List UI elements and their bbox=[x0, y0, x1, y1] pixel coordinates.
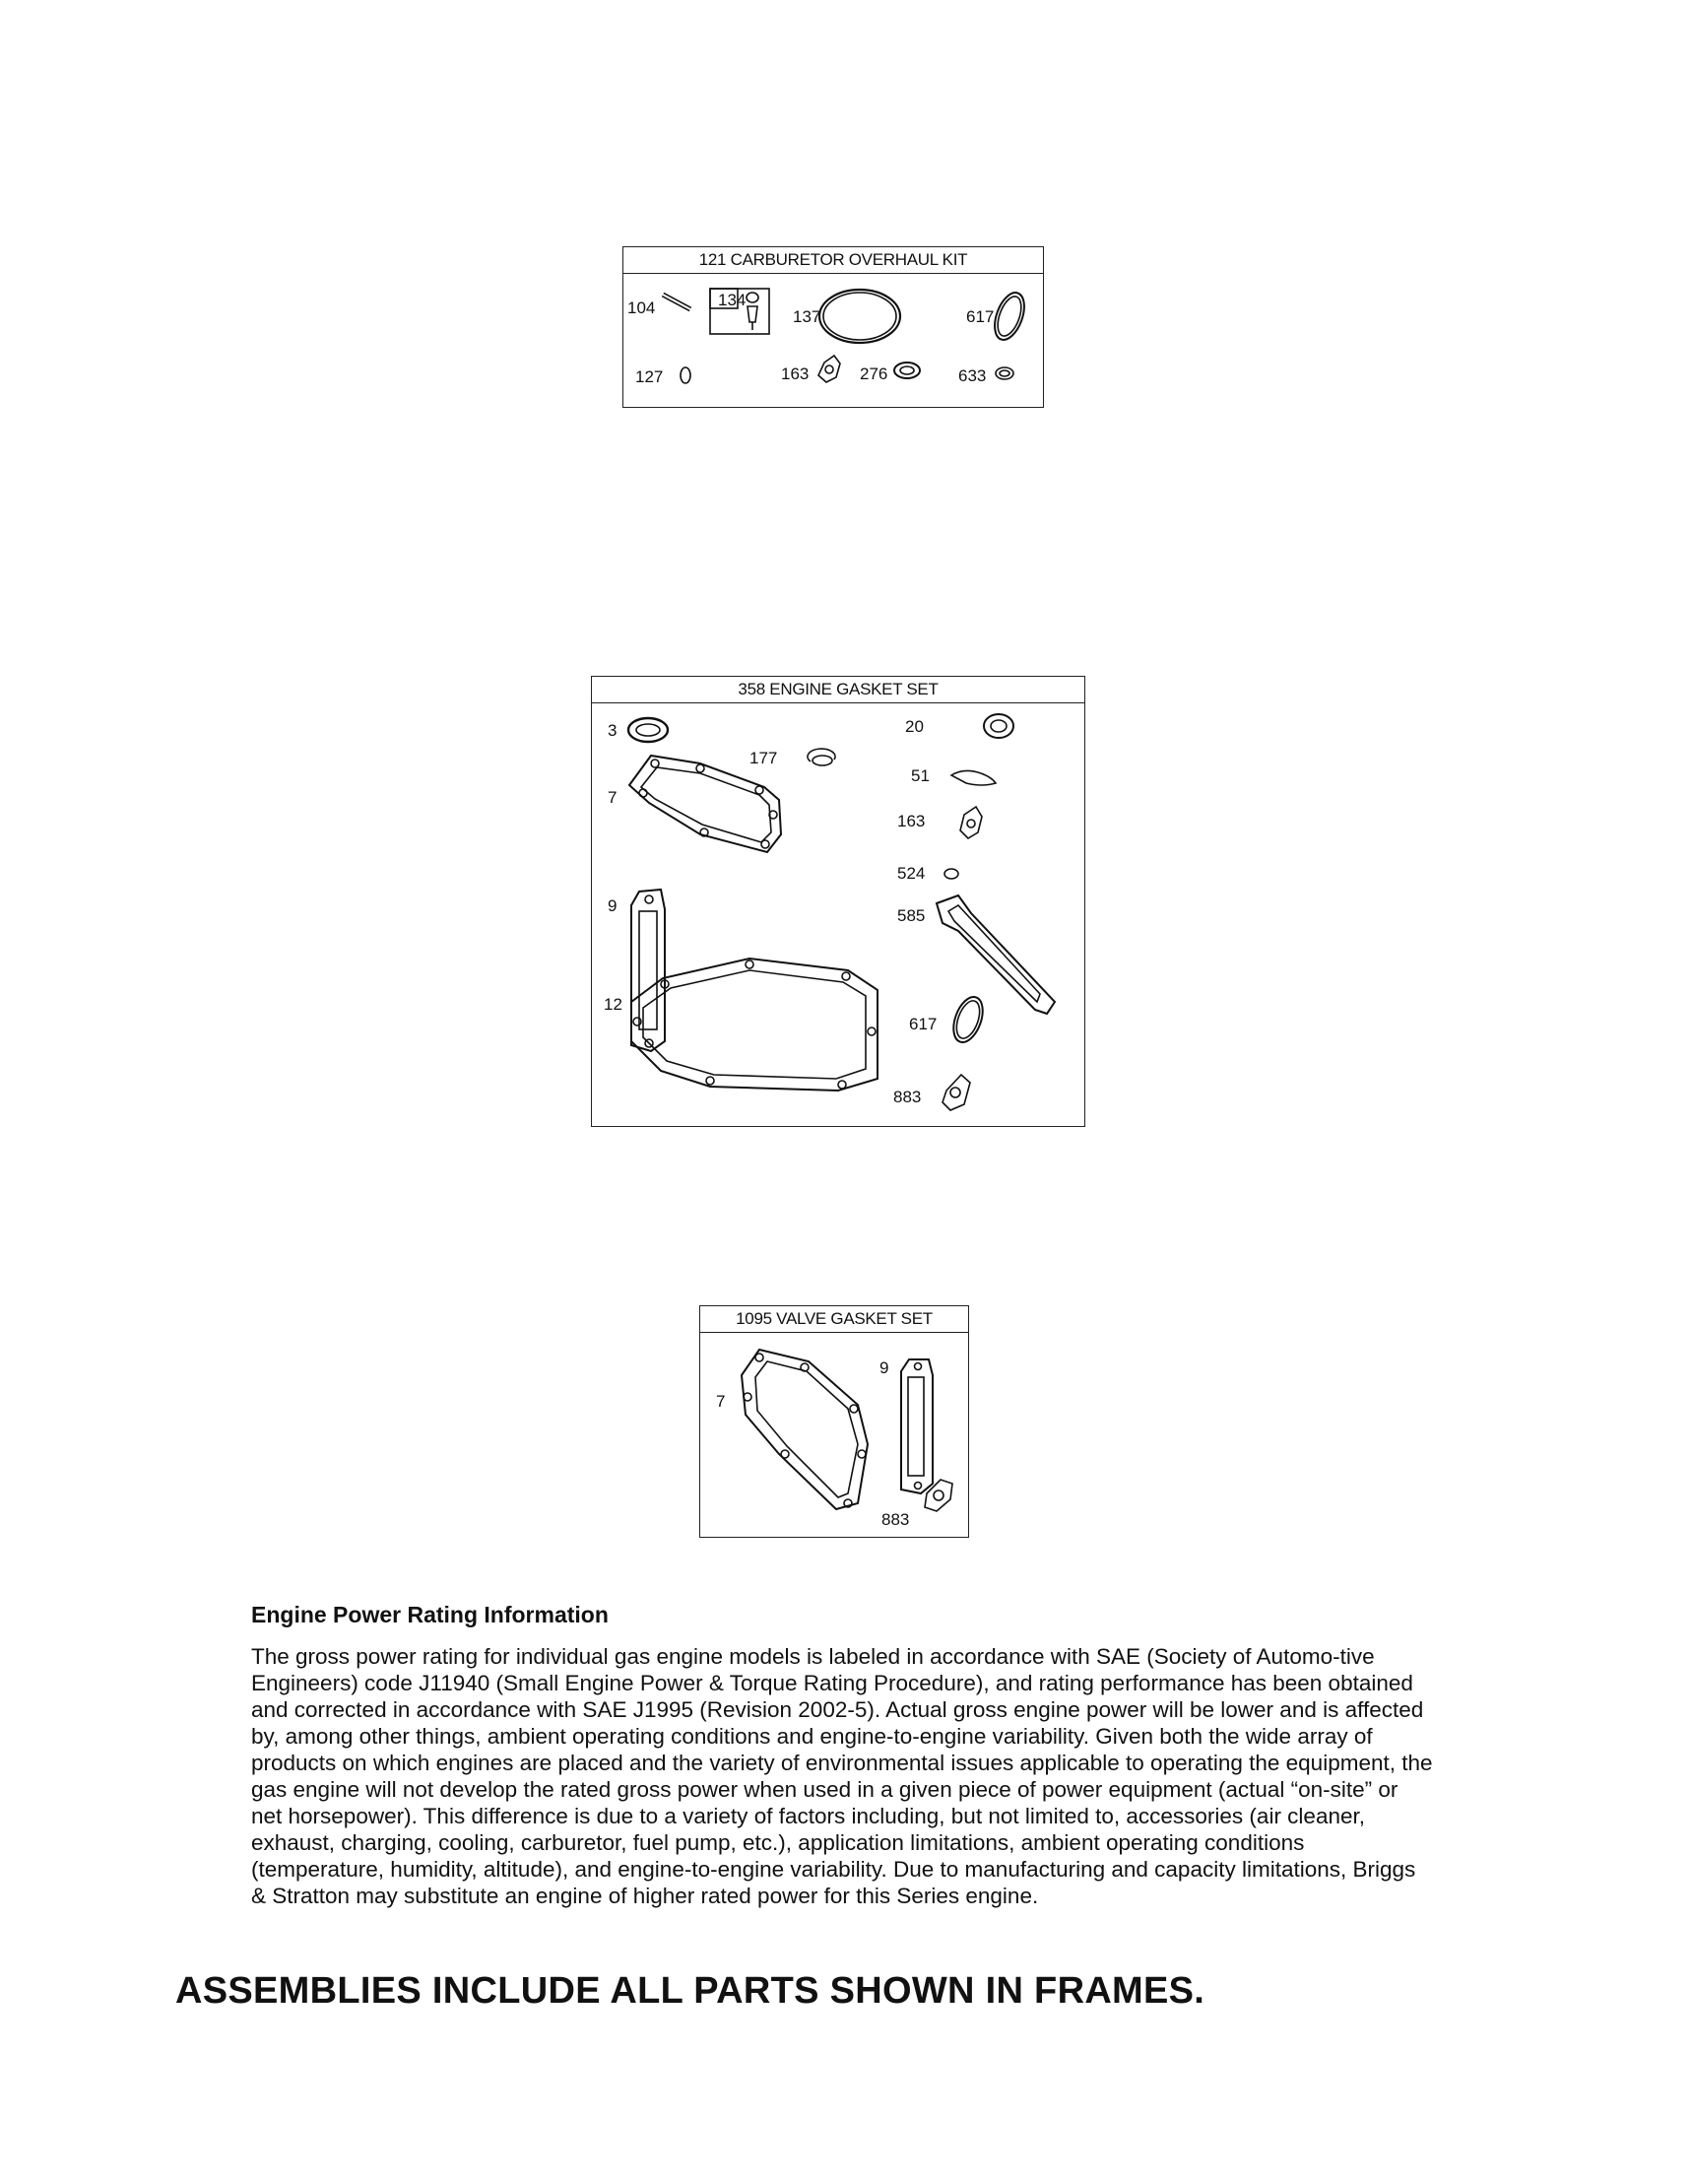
callout-20: 20 bbox=[905, 717, 924, 736]
engine-gasket-set-frame bbox=[591, 676, 1085, 1127]
valve-gasket-set-title: 1095 VALVE GASKET SET bbox=[700, 1306, 968, 1333]
power-rating-heading: Engine Power Rating Information bbox=[251, 1602, 609, 1627]
callout-104: 104 bbox=[627, 298, 656, 317]
callout-163: 163 bbox=[897, 812, 926, 830]
callout-7: 7 bbox=[608, 788, 618, 807]
callout-177: 177 bbox=[749, 749, 778, 767]
callout-127: 127 bbox=[635, 367, 664, 386]
callout-7: 7 bbox=[716, 1392, 726, 1411]
callout-617: 617 bbox=[966, 307, 995, 326]
callout-163: 163 bbox=[781, 364, 810, 383]
valve-gasket-diagram bbox=[700, 1306, 968, 1537]
callout-524: 524 bbox=[897, 864, 926, 883]
callout-585: 585 bbox=[897, 906, 926, 925]
engine-gasket-diagram bbox=[592, 677, 1084, 1126]
callout-12: 12 bbox=[604, 995, 622, 1014]
valve-gasket-set-frame bbox=[699, 1305, 969, 1538]
callout-276: 276 bbox=[860, 364, 888, 383]
callout-51: 51 bbox=[911, 766, 930, 785]
assemblies-note: ASSEMBLIES INCLUDE ALL PARTS SHOWN IN FRAMES. bbox=[175, 1970, 1205, 2012]
callout-137: 137 bbox=[793, 307, 821, 326]
callout-3: 3 bbox=[608, 721, 618, 740]
callout-883: 883 bbox=[881, 1510, 910, 1529]
callout-883: 883 bbox=[893, 1088, 922, 1106]
carburetor-kit-diagram bbox=[623, 247, 1043, 407]
callout-617: 617 bbox=[909, 1015, 938, 1033]
callout-134: 134 bbox=[718, 291, 747, 309]
callout-9: 9 bbox=[608, 896, 618, 915]
carburetor-overhaul-kit-frame bbox=[622, 246, 1044, 408]
callout-633: 633 bbox=[958, 366, 987, 385]
callout-9: 9 bbox=[879, 1358, 889, 1377]
power-rating-paragraph: The gross power rating for individual gas engine models is labeled in accordance with SAE (Society of Automo-tive Engineers) code J11940 (Small Engine Power & Torque Rating Procedure), and rating performance has been obtained and corrected in accordance with SAE J1995 (Revision 2002-5). Actual gross engine power will be lower and is affected by, among other things, ambient operating conditions and engine-to-engine variability. Given both the wide array of products on which engines are placed and the variety of environmental issues applicable to operating the equipment, the gas engine will not develop the rated gross power when used in a given piece of power equipment (actual “on-site” or net horsepower). This difference is due to a variety of factors including, but not limited to, accessories (air cleaner, exhaust, charging, cooling, carburetor, fuel pump, etc.), application limitations, ambient operating conditions (temperature, humidity, altitude), and engine-to-engine variability. Due to manufacturing and capacity limitations, Briggs & Stratton may substitute an engine of higher rated power for this Series engine. bbox=[251, 1644, 1433, 1908]
carburetor-kit-title: 121 CARBURETOR OVERHAUL KIT bbox=[623, 247, 1043, 274]
engine-gasket-set-title: 358 ENGINE GASKET SET bbox=[592, 677, 1084, 703]
